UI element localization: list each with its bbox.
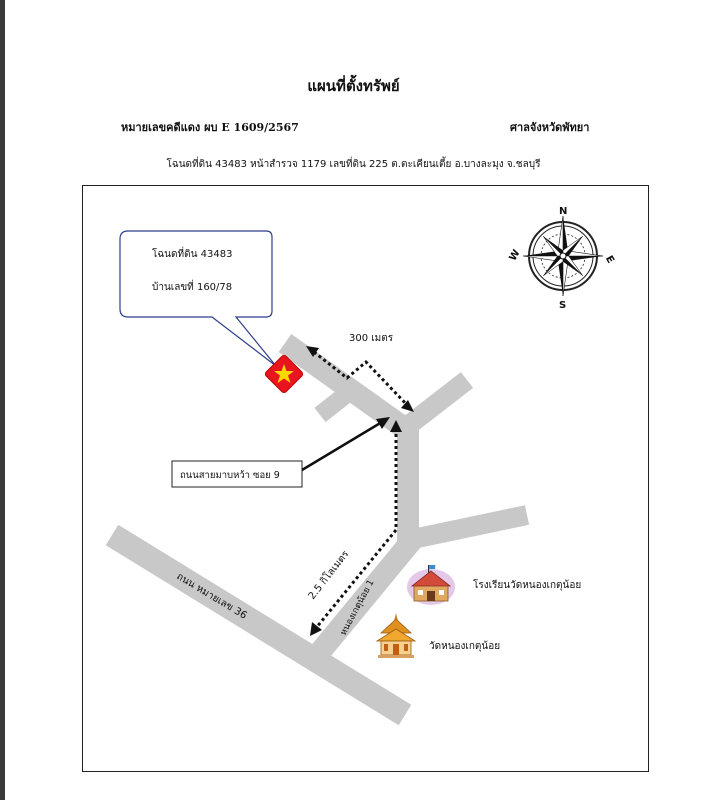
main-road (112, 535, 405, 715)
side-road-label-box (172, 461, 302, 487)
temple-label: วัดหนองเกตุน้อย (429, 641, 501, 652)
branch-road-northeast (405, 380, 467, 428)
court-name: ศาลจังหวัดพัทยา (510, 121, 590, 134)
side-road-spur (320, 385, 358, 415)
school-icon (407, 565, 455, 605)
pointer-arrow-line (302, 422, 382, 470)
distance-top-label: 300 เมตร (349, 333, 394, 344)
deed-info: โฉนดที่ดิน 43483 หน้าสำรวจ 1179 เลขที่ดิน 225 ต.ตะเคียนเตี้ย อ.บางละมุง จ.ชลบุรี (166, 159, 541, 170)
callout-house: บ้านเลขที่ 160/78 (152, 282, 233, 293)
case-number: หมายเลขคดีแดง ผบ E 1609/2567 (121, 121, 299, 134)
compass-e: E (602, 254, 616, 266)
side-road-label: ถนนสายมาบหว้า ซอย 9 (180, 470, 280, 481)
main-road-label: ถนน หมายเลข 36 (174, 571, 249, 622)
compass-s: S (559, 300, 567, 311)
temple-icon (377, 613, 415, 658)
school-label: โรงเรียนวัดหนองเกตุน้อย (473, 580, 582, 591)
compass-w: W (507, 247, 523, 263)
roads (112, 343, 527, 715)
callout-deed: โฉนดที่ดิน 43483 (152, 249, 233, 260)
page-title: แผนที่ตั้งทรัพย์ (307, 77, 400, 95)
compass-rose-icon (508, 206, 616, 311)
distance-main-label: 2.5 กิโลเมตร (306, 548, 352, 602)
property-callout (120, 231, 276, 366)
compass-n: N (559, 206, 568, 217)
soi-name-label: หนองเกตุน้อย 1 (338, 578, 377, 638)
branch-road-east (408, 515, 527, 540)
